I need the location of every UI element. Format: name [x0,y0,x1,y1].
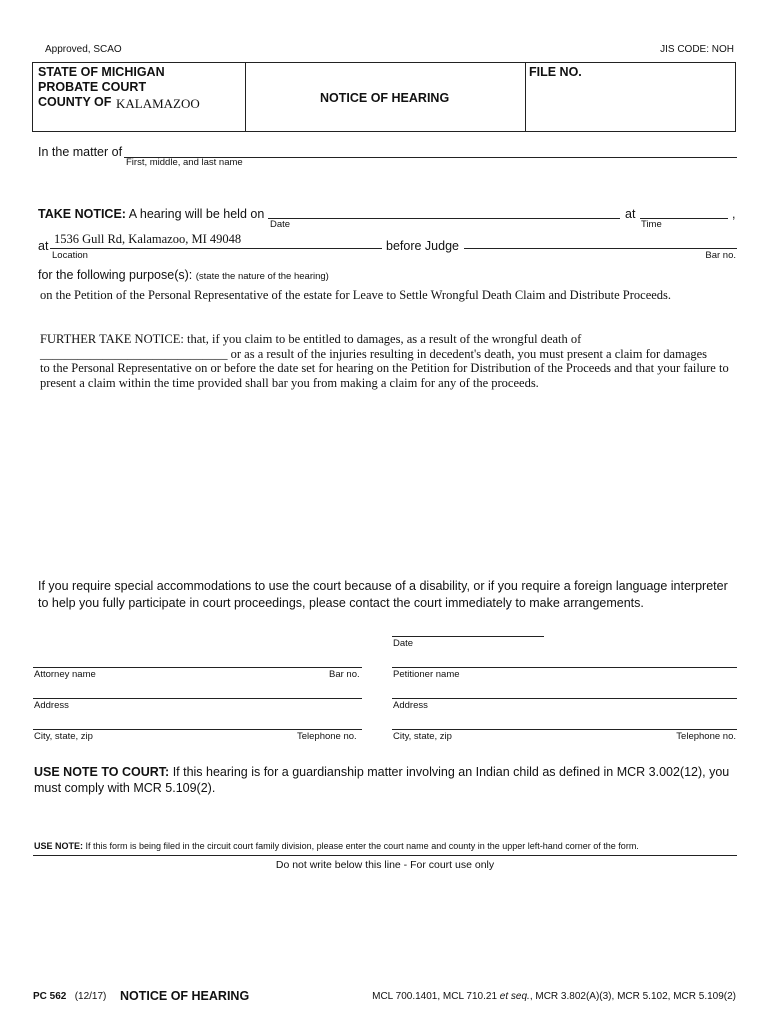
petitioner-name-field[interactable] [392,667,737,668]
attorney-name-field[interactable] [33,667,362,668]
use-note-to-court [34,764,729,796]
purpose-hint: (state the nature of the hearing) [195,271,329,282]
attorney-tel-caption: Telephone no. [297,731,357,742]
form-title: NOTICE OF HEARING [320,91,450,105]
footer-title: NOTICE OF HEARING [120,989,250,1003]
further-line-1: FURTHER TAKE NOTICE: that, if you claim to be entitled to damages, as a result of the wrongful death of [40,332,582,346]
accommodation-line-2: to help you fully participate in court proceedings, please contact the court immediately to make arrangements. [38,596,644,610]
further-line-4: present a claim within the time provided shall bar you from making a claim for any of the proceeds. [40,375,539,390]
citation-a: MCL 700.1401, MCL 710.21 [372,991,498,1002]
comma: , [732,207,736,221]
accommodation-line-1: If you require special accommodations to use the court because of a disability, or if you require a foreign language interpreter [38,579,728,593]
form-id [33,991,106,1002]
use-note-court-line-1: If this hearing is for a guardianship matter involving an Indian child as defined in MCR 3.002(12), you [172,765,730,779]
attorney-city-field[interactable] [33,729,362,730]
state-label: STATE OF MICHIGAN [38,65,165,79]
purpose-label-row [38,268,329,282]
time-caption: Time [641,219,662,230]
accommodation-notice [38,578,728,612]
take-notice [38,207,264,221]
purpose-text[interactable]: on the Petition of the Personal Representative of the estate for Leave to Settle Wrongful Death Claim and Distribute Proceeds. [40,288,672,302]
further-notice [40,332,729,390]
further-line-3: to the Personal Representative on or before the date set for hearing on the Petition for Distribution of the Proceeds and that your failure to [40,361,729,375]
petitioner-city-field[interactable] [392,729,737,730]
attorney-bar-no-caption: Bar no. [329,669,360,680]
citation-et-seq: et seq. [499,991,530,1002]
matter-label: In the matter of [38,145,123,159]
use-note-bold: USE NOTE: [34,841,84,851]
county-label: COUNTY OF [38,95,112,109]
form-number: PC 562 [33,991,67,1002]
petitioner-address-caption: Address [393,700,428,711]
jis-code: JIS CODE: NOH [660,44,734,55]
before-judge-label: before Judge [386,239,459,253]
attorney-name-caption: Attorney name [34,669,96,680]
further-line-2: ______________________________ or as a result of the injuries resulting in decedent's death, you must present a claim for damages [40,346,708,361]
location-caption: Location [52,250,88,261]
location-at: at [38,239,49,253]
hearing-date-field[interactable] [268,218,620,219]
attorney-address-field[interactable] [33,698,362,699]
petitioner-name-caption: Petitioner name [393,669,460,680]
petitioner-city-caption: City, state, zip [393,731,452,742]
judge-bar-no-caption: Bar no. [705,250,736,261]
footer-citation [372,991,736,1002]
use-note [34,841,639,851]
use-note-text: If this form is being filed in the circuit court family division, please enter the court name and county in the upper left-hand corner of the form. [85,841,639,851]
use-note-court-line-2: must comply with MCR 5.109(2). [34,781,216,795]
file-no-label: FILE NO. [529,65,582,79]
county-field[interactable]: KALAMAZOO [116,96,200,111]
court-label: PROBATE COURT [38,80,147,94]
petitioner-address-field[interactable] [392,698,737,699]
approved-text: Approved, SCAO [45,44,122,55]
form-revision: (12/17) [74,991,107,1002]
location-line [50,248,382,249]
petitioner-tel-caption: Telephone no. [676,731,736,742]
signature-date-caption: Date [393,638,414,649]
court-use-only: Do not write below this line - For court use only [275,859,495,871]
use-note-court-bold: USE NOTE TO COURT: [34,765,170,779]
take-notice-bold: TAKE NOTICE: [38,207,126,221]
location-field[interactable]: 1536 Gull Rd, Kalamazoo, MI 49048 [54,232,242,246]
judge-field[interactable] [464,248,737,249]
attorney-address-caption: Address [34,700,69,711]
date-caption: Date [270,219,291,230]
at-label: at [625,207,636,221]
take-notice-text: A hearing will be held on [128,207,265,221]
matter-caption: First, middle, and last name [126,157,243,168]
court-use-divider [33,855,737,856]
attorney-city-caption: City, state, zip [34,731,93,742]
citation-b: , MCR 3.802(A)(3), MCR 5.102, MCR 5.109(2) [529,991,736,1002]
signature-date-field[interactable] [392,636,544,637]
purpose-label: for the following purpose(s): [38,268,193,282]
